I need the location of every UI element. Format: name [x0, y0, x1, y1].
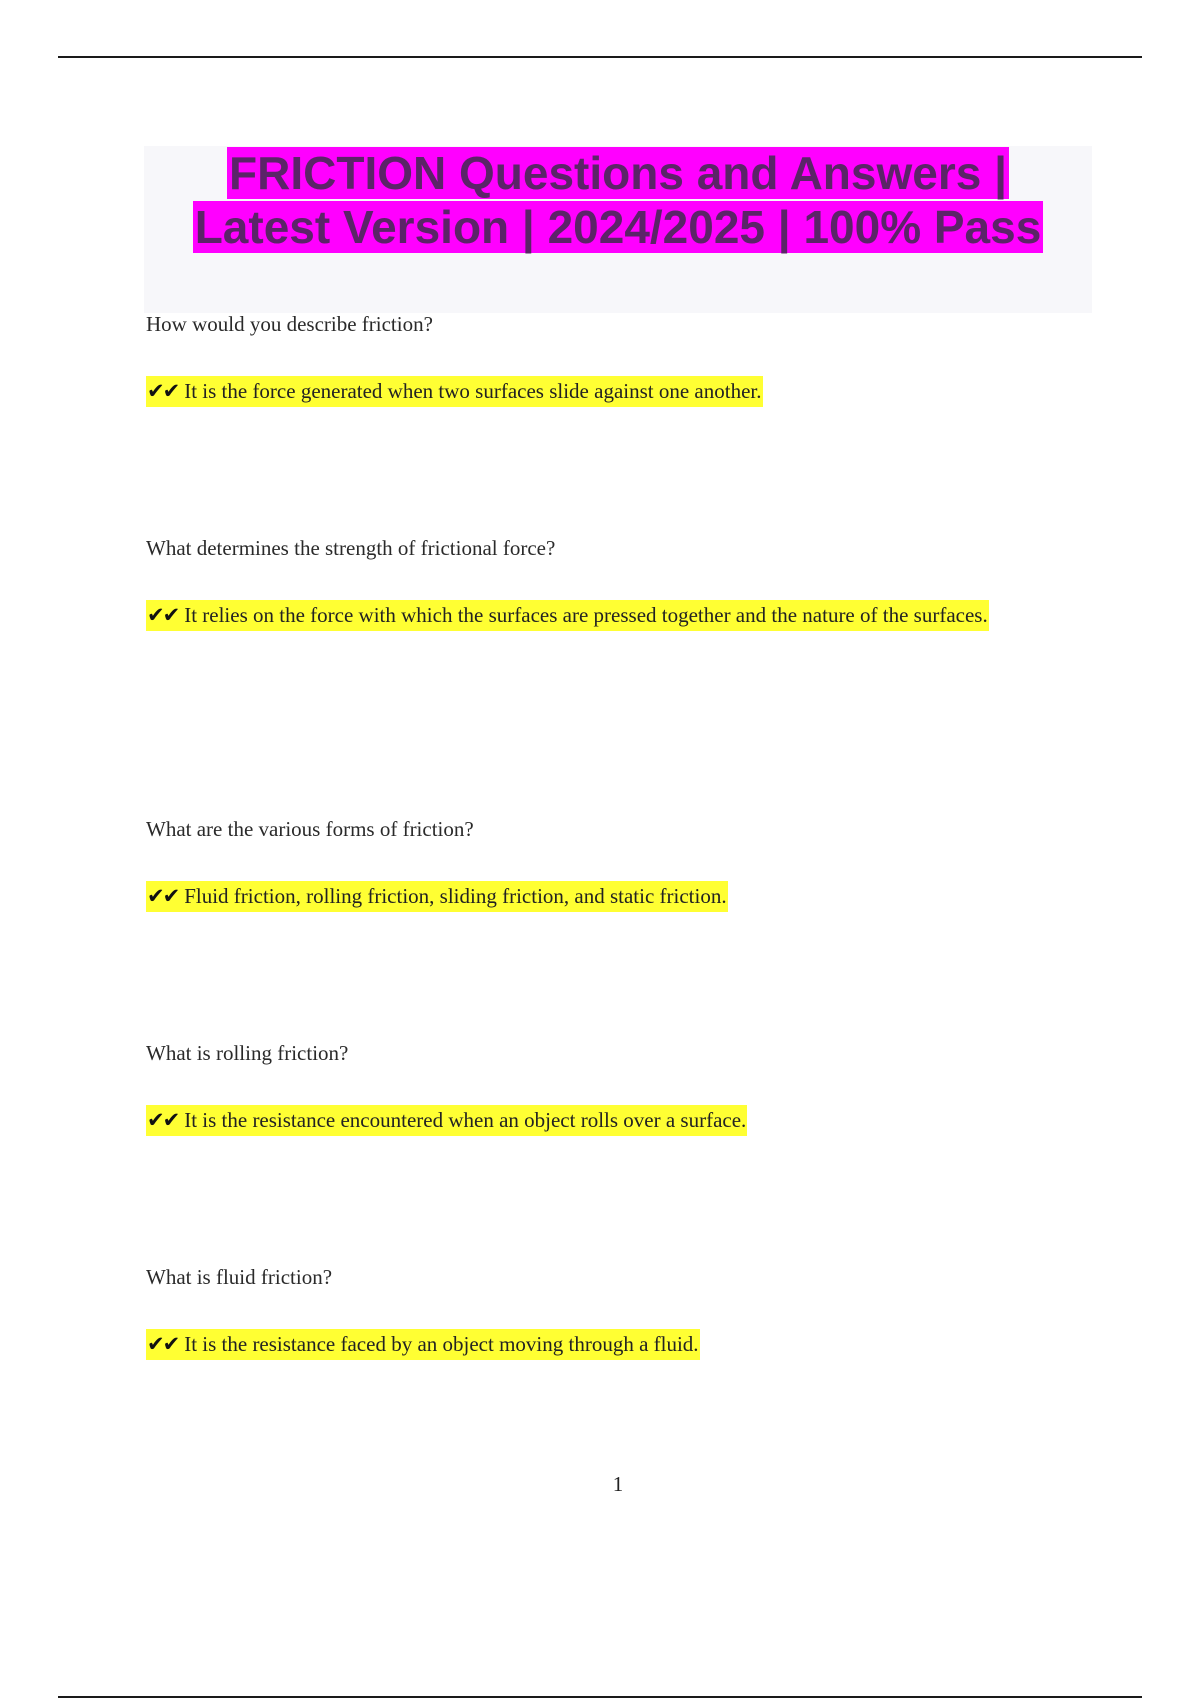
answer-text	[146, 866, 1046, 927]
qa-item-4	[146, 1040, 1046, 1151]
double-check-icon: ✔✔	[147, 379, 179, 403]
double-check-icon: ✔✔	[147, 603, 179, 627]
question-text: How would you describe friction?	[146, 312, 433, 336]
answer-text	[146, 1090, 1046, 1151]
answer-highlight	[146, 881, 728, 912]
answer-text	[146, 361, 1046, 422]
question-text: What are the various forms of friction?	[146, 817, 474, 841]
question-text: What determines the strength of frictional force?	[146, 536, 556, 560]
page-number: 1	[612, 1472, 624, 1496]
answer-body: It is the force generated when two surfaces slide against one another.	[184, 379, 762, 403]
title-line-1: FRICTION Questions and Answers |	[229, 147, 1007, 199]
question-text: What is rolling friction?	[146, 1041, 349, 1065]
title-block	[144, 146, 1092, 313]
qa-item-5	[146, 1264, 1046, 1375]
answer-body: Fluid friction, rolling friction, sliding friction, and static friction.	[184, 884, 727, 908]
top-rule	[58, 56, 1142, 58]
answer-text	[146, 1314, 1046, 1375]
title-line-2: Latest Version | 2024/2025 | 100% Pass	[194, 201, 1042, 253]
answer-highlight	[146, 1329, 700, 1360]
document-title	[144, 146, 1092, 254]
answer-text	[146, 585, 1046, 646]
answer-highlight	[146, 600, 989, 631]
answer-body: It is the resistance faced by an object moving through a fluid.	[184, 1332, 699, 1356]
double-check-icon: ✔✔	[147, 1332, 179, 1356]
qa-item-1	[146, 311, 1046, 422]
qa-item-3	[146, 816, 1046, 927]
double-check-icon: ✔✔	[147, 884, 179, 908]
answer-highlight	[146, 1105, 747, 1136]
qa-item-2	[146, 535, 1046, 646]
double-check-icon: ✔✔	[147, 1108, 179, 1132]
bottom-rule	[58, 1696, 1142, 1698]
answer-body: It is the resistance encountered when an object rolls over a surface.	[184, 1108, 747, 1132]
question-text: What is fluid friction?	[146, 1265, 333, 1289]
answer-highlight	[146, 376, 763, 407]
answer-body: It relies on the force with which the surfaces are pressed together and the nature of the surfaces.	[184, 603, 988, 627]
